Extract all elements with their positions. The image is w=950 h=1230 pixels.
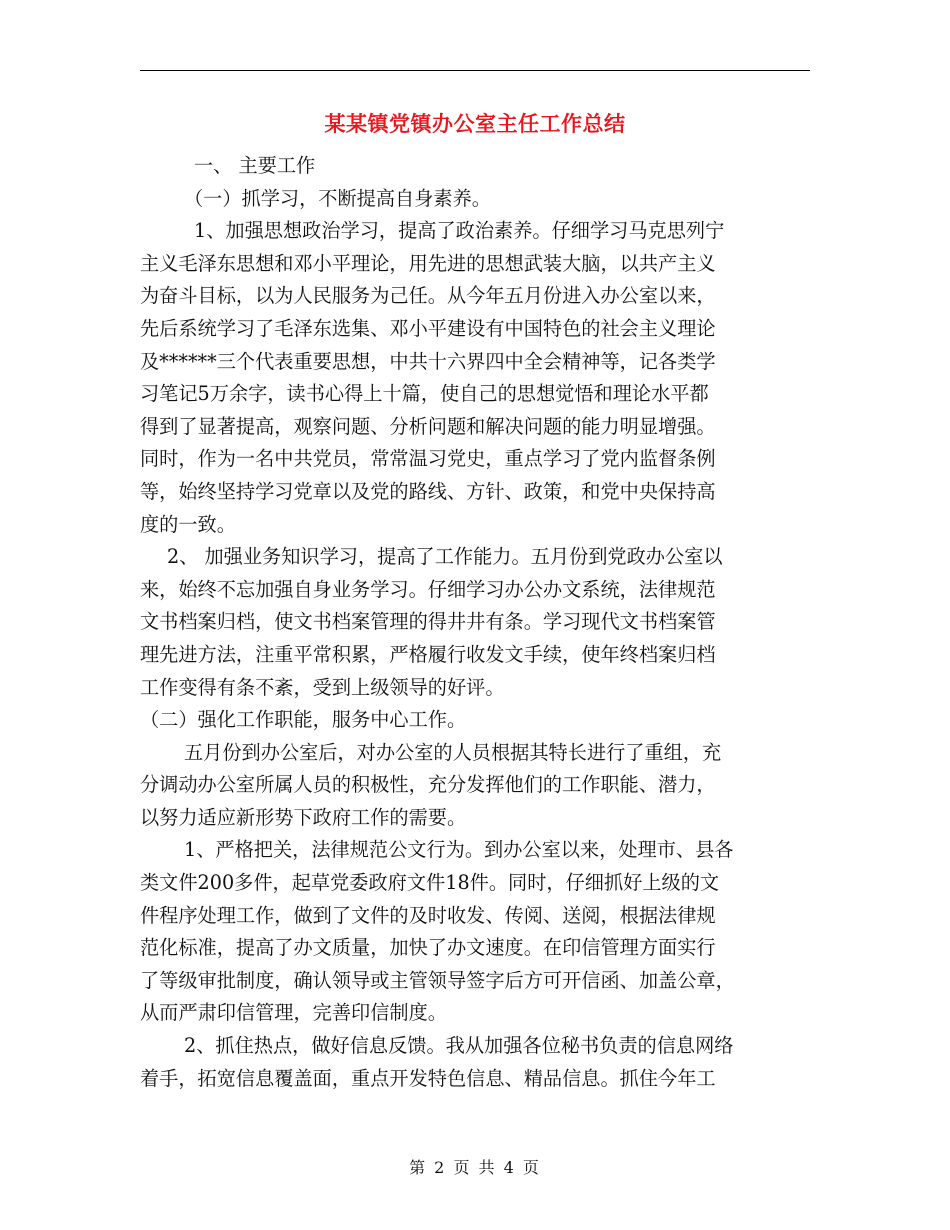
- page-number: 第 2 页 共 4 页: [409, 1158, 541, 1177]
- paragraph-line: 类文件200多件，起草党委政府文件18件。同时，仔细抓好上级的文: [140, 871, 720, 895]
- paragraph-line: 及******三个代表重要思想，中共十六界四中全会精神等，记各类学: [140, 349, 716, 373]
- document-body: [140, 150, 810, 1095]
- paragraph-line: 从而严肃印信管理，完善印信制度。: [140, 1001, 447, 1025]
- paragraph-line: 得到了显著提高，观察问题、分析问题和解决问题的能力明显增强。: [140, 414, 716, 438]
- paragraph-line: 五月份到办公室后，对办公室的人员根据其特长进行了重组，充: [184, 740, 722, 764]
- paragraph-line: 2、 加强业务知识学习，提高了工作能力。五月份到党政办公室以: [167, 545, 723, 569]
- paragraph-line: 文书档案归档，使文书档案管理的得井井有条。学习现代文书档案管: [140, 610, 716, 634]
- paragraph-line: 2、抓住热点，做好信息反馈。我从加强各位秘书负责的信息网络: [184, 1034, 734, 1058]
- paragraph-line: 理先进方法，注重平常积累，严格履行收发文手续，使年终档案归档: [140, 642, 716, 666]
- paragraph-line: （一）抓学习，不断提高自身素养。: [184, 186, 491, 210]
- paragraph-line: 同时，作为一名中共党员，常常温习党史，重点学习了党内监督条例: [140, 447, 716, 471]
- paragraph-line: 先后系统学习了毛泽东选集、邓小平建设有中国特色的社会主义理论: [140, 316, 716, 340]
- paragraph-line: 来，始终不忘加强自身业务学习。仔细学习办公办文系统，法律规范: [140, 577, 716, 601]
- paragraph-line: 以努力适应新形势下政府工作的需要。: [140, 805, 467, 829]
- paragraph-line: 1、严格把关，法律规范公文行为。到办公室以来，处理市、县各: [184, 838, 734, 862]
- paragraph-line: 度的一致。: [140, 512, 236, 536]
- paragraph-line: 1、加强思想政治学习，提高了政治素养。仔细学习马克思列宁: [194, 219, 725, 243]
- document-title: 某某镇党镇办公室主任工作总结: [324, 111, 626, 136]
- paragraph-line: 主义毛泽东思想和邓小平理论，用先进的思想武装大脑，以共产主义: [140, 251, 716, 275]
- paragraph-line: 习笔记5万余字，读书心得上十篇，使自己的思想觉悟和理论水平都: [140, 382, 709, 406]
- paragraph-line: 等，始终坚持学习党章以及党的路线、方针、政策，和党中央保持高: [140, 479, 716, 503]
- paragraph-line: 件程序处理工作，做到了文件的及时收发、传阅、送阅，根据法律规: [140, 903, 716, 927]
- header-rule: [140, 70, 810, 71]
- paragraph-line: 了等级审批制度，确认领导或主管领导签字后方可开信函、加盖公章，: [140, 968, 735, 992]
- paragraph-line: 分调动办公室所属人员的积极性，充分发挥他们的工作职能、潜力，: [140, 773, 716, 797]
- paragraph-line: 为奋斗目标，以为人民服务为己任。从今年五月份进入办公室以来，: [140, 284, 716, 308]
- paragraph-line: 范化标准，提高了办文质量，加快了办文速度。在印信管理方面实行: [140, 936, 716, 960]
- paragraph-line: 着手，拓宽信息覆盖面，重点开发特色信息、精品信息。抓住今年工: [140, 1066, 716, 1090]
- paragraph-line: （二）强化工作职能，服务中心工作。: [140, 708, 467, 732]
- paragraph-line: 工作变得有条不紊，受到上级领导的好评。: [140, 675, 505, 699]
- paragraph-line: 一、 主要工作: [194, 154, 316, 177]
